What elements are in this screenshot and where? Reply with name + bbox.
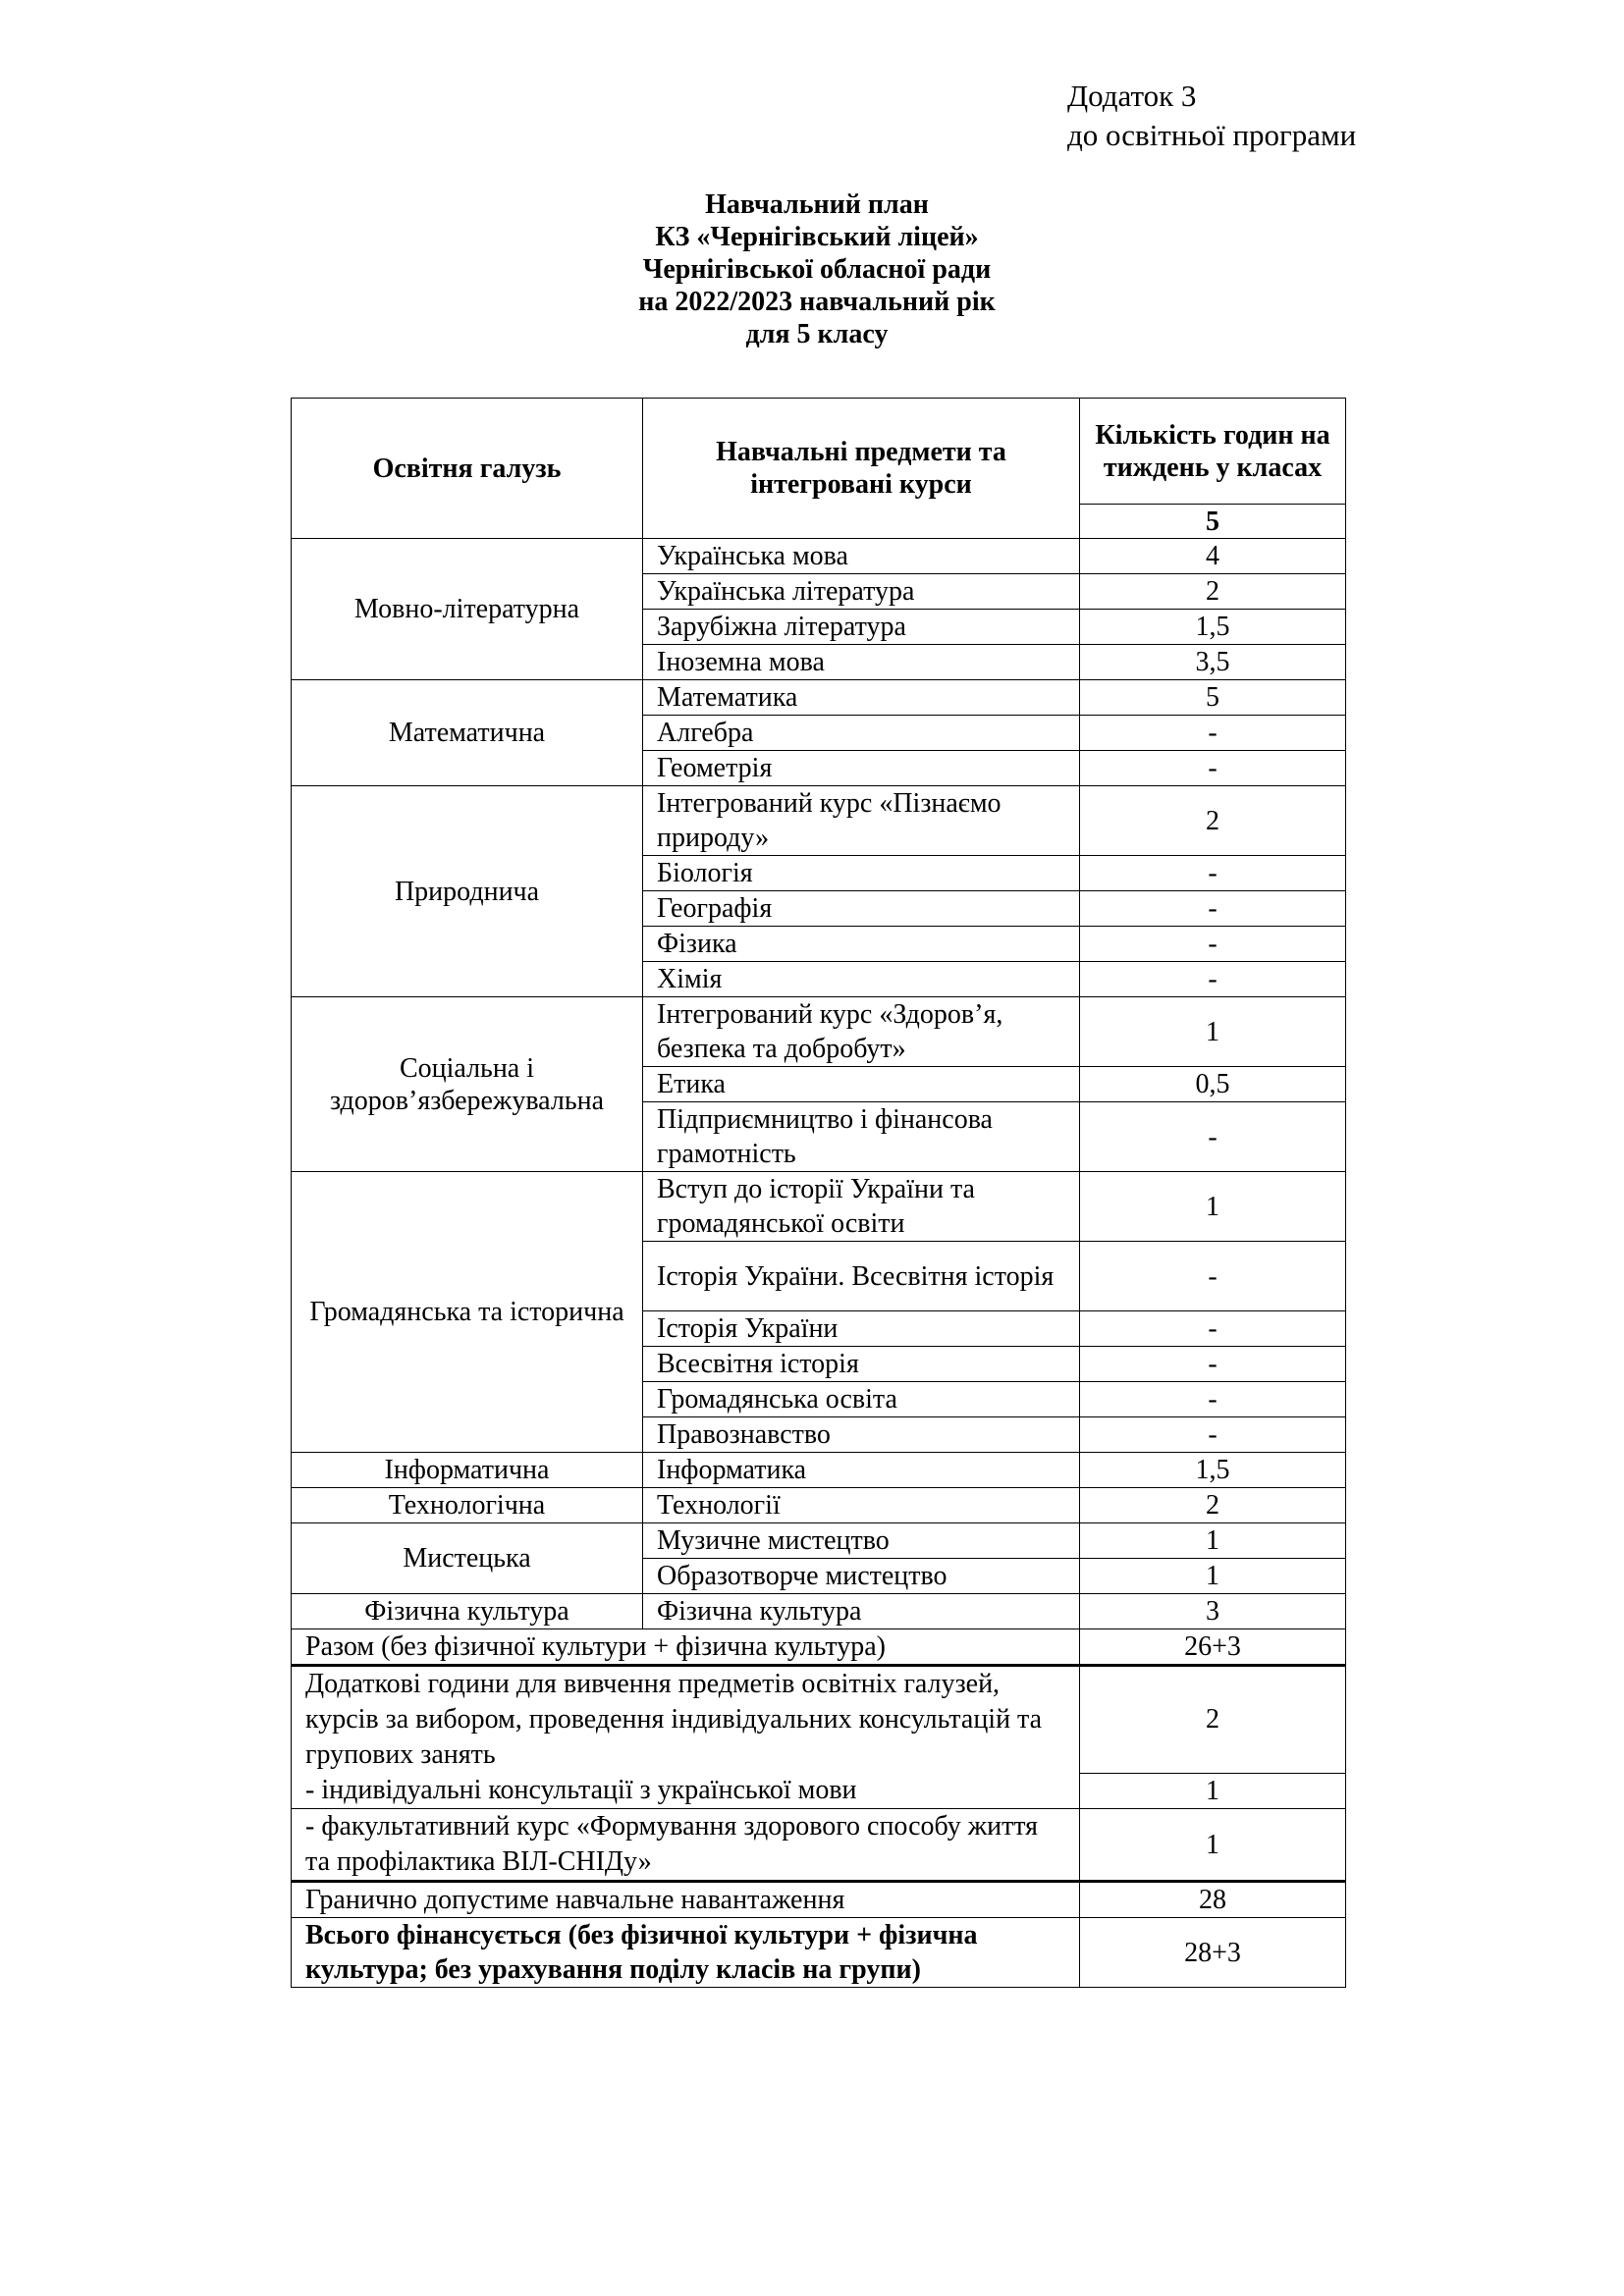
area-name: Природнича xyxy=(292,786,643,997)
total-hours: 26+3 xyxy=(1080,1629,1346,1666)
subject-name: Алгебра xyxy=(643,716,1080,751)
subject-hours: 3 xyxy=(1080,1594,1346,1629)
subject-name: Технології xyxy=(643,1488,1080,1523)
subject-name: Українська література xyxy=(643,574,1080,610)
subject-name: Історія України. Всесвітня історія xyxy=(643,1242,1080,1311)
subject-row xyxy=(292,1172,1346,1242)
subject-hours: - xyxy=(1080,962,1346,997)
subject-name: Фізика xyxy=(643,927,1080,962)
additional-hours: 2 xyxy=(1080,1666,1346,1774)
subject-row xyxy=(292,997,1346,1067)
area-name: Соціальна і здоров’язбережувальна xyxy=(292,997,643,1172)
title-line3: Чернігівської обласної ради xyxy=(642,254,992,285)
subject-row xyxy=(292,1488,1346,1523)
header-area: Освітня галузь xyxy=(292,399,643,539)
additional-sub2-row xyxy=(292,1809,1346,1882)
appendix-line1: Додаток 3 xyxy=(1067,79,1197,113)
subject-hours: 0,5 xyxy=(1080,1067,1346,1102)
subject-name: Фізична культура xyxy=(643,1594,1080,1629)
total-row xyxy=(292,1629,1346,1666)
subject-hours: 2 xyxy=(1080,574,1346,610)
header-grade: 5 xyxy=(1080,505,1346,539)
area-name: Громадянська та історична xyxy=(292,1172,643,1453)
subject-name: Математика xyxy=(643,680,1080,716)
header-hours: Кількість годин на тиждень у класах xyxy=(1080,399,1346,505)
appendix-line2: до освітньої програми xyxy=(1067,118,1357,152)
subject-name: Інформатика xyxy=(643,1453,1080,1488)
additional-label xyxy=(292,1666,1080,1809)
subject-hours: - xyxy=(1080,856,1346,891)
subject-hours: 1 xyxy=(1080,1559,1346,1594)
subject-name: Зарубіжна література xyxy=(643,610,1080,645)
subject-row xyxy=(292,1523,1346,1559)
subject-row xyxy=(292,786,1346,856)
subject-hours: - xyxy=(1080,1417,1346,1453)
subject-hours: - xyxy=(1080,751,1346,786)
max-load-label: Гранично допустиме навчальне навантаження xyxy=(292,1882,1080,1918)
subject-row xyxy=(292,1594,1346,1629)
subject-name: Географія xyxy=(643,891,1080,927)
subject-hours: - xyxy=(1080,1311,1346,1347)
area-name: Інформатична xyxy=(292,1453,643,1488)
header-subjects: Навчальні предмети та інтегровані курси xyxy=(643,399,1080,539)
subject-hours: - xyxy=(1080,1382,1346,1417)
total-label: Разом (без фізичної культури + фізична культура) xyxy=(292,1629,1080,1666)
subject-hours: 2 xyxy=(1080,786,1346,856)
appendix-note xyxy=(1067,77,1356,155)
title-line4: на 2022/2023 навчальний рік xyxy=(638,287,996,317)
subject-name: Геометрія xyxy=(643,751,1080,786)
subject-name: Етика xyxy=(643,1067,1080,1102)
subject-hours: 1,5 xyxy=(1080,610,1346,645)
additional-text: Додаткові години для вивчення предметів освітніх галузей, курсів за вибором, проведення індивідуальних консультацій та групових занять xyxy=(305,1669,1043,1770)
max-load-hours: 28 xyxy=(1080,1882,1346,1918)
subject-name: Вступ до історії України та громадянської освіти xyxy=(643,1172,1080,1242)
subject-hours: 1 xyxy=(1080,997,1346,1067)
area-name: Мистецька xyxy=(292,1523,643,1594)
subject-row xyxy=(292,539,1346,574)
subject-name: Музичне мистецтво xyxy=(643,1523,1080,1559)
subject-hours: - xyxy=(1080,1102,1346,1172)
subject-name: Образотворче мистецтво xyxy=(643,1559,1080,1594)
subject-hours: 5 xyxy=(1080,680,1346,716)
subject-hours: - xyxy=(1080,1242,1346,1311)
area-name: Технологічна xyxy=(292,1488,643,1523)
subject-name: Біологія xyxy=(643,856,1080,891)
document-title xyxy=(0,188,1624,350)
subject-name: Українська мова xyxy=(643,539,1080,574)
subject-hours: 1 xyxy=(1080,1172,1346,1242)
subject-name: Громадянська освіта xyxy=(643,1382,1080,1417)
subject-name: Підприємництво і фінансова грамотність xyxy=(643,1102,1080,1172)
additional-row xyxy=(292,1666,1346,1774)
subject-hours: - xyxy=(1080,891,1346,927)
financed-hours: 28+3 xyxy=(1080,1918,1346,1988)
financed-row xyxy=(292,1918,1346,1988)
subject-name: Інтегрований курс «Здоров’я, безпека та добробут» xyxy=(643,997,1080,1067)
subject-hours: - xyxy=(1080,716,1346,751)
subject-hours: - xyxy=(1080,1347,1346,1382)
subject-hours: 2 xyxy=(1080,1488,1346,1523)
subject-name: Історія України xyxy=(643,1311,1080,1347)
subject-hours: 4 xyxy=(1080,539,1346,574)
subject-row xyxy=(292,680,1346,716)
additional-sub2-hours: 1 xyxy=(1080,1809,1346,1882)
additional-sub1-hours: 1 xyxy=(1080,1773,1346,1809)
subject-hours: 1,5 xyxy=(1080,1453,1346,1488)
subject-hours: 3,5 xyxy=(1080,645,1346,680)
subject-name: Хімія xyxy=(643,962,1080,997)
financed-label: Всього фінансується (без фізичної культури + фізична культура; без урахування поділу класів на групи) xyxy=(292,1918,1080,1988)
subject-name: Іноземна мова xyxy=(643,645,1080,680)
area-name: Фізична культура xyxy=(292,1594,643,1629)
max-load-row xyxy=(292,1882,1346,1918)
subject-name: Інтегрований курс «Пізнаємо природу» xyxy=(643,786,1080,856)
additional-sub1-label: - індивідуальні консультації з української мови xyxy=(305,1775,857,1805)
area-name: Математична xyxy=(292,680,643,786)
title-line1: Навчальний план xyxy=(705,189,929,220)
area-name: Мовно-літературна xyxy=(292,539,643,680)
subject-name: Правознавство xyxy=(643,1417,1080,1453)
summary-body xyxy=(292,1629,1346,1988)
title-line2: КЗ «Чернігівський ліцей» xyxy=(655,222,979,252)
curriculum-table xyxy=(291,398,1346,1988)
curriculum-body xyxy=(292,539,1346,1629)
subject-hours: 1 xyxy=(1080,1523,1346,1559)
subject-hours: - xyxy=(1080,927,1346,962)
subject-name: Всесвітня історія xyxy=(643,1347,1080,1382)
additional-sub2-label: - факультативний курс «Формування здорового способу життя та профілактика ВІЛ-СНІДу» xyxy=(292,1809,1080,1882)
title-line5: для 5 класу xyxy=(745,319,889,349)
subject-row xyxy=(292,1453,1346,1488)
